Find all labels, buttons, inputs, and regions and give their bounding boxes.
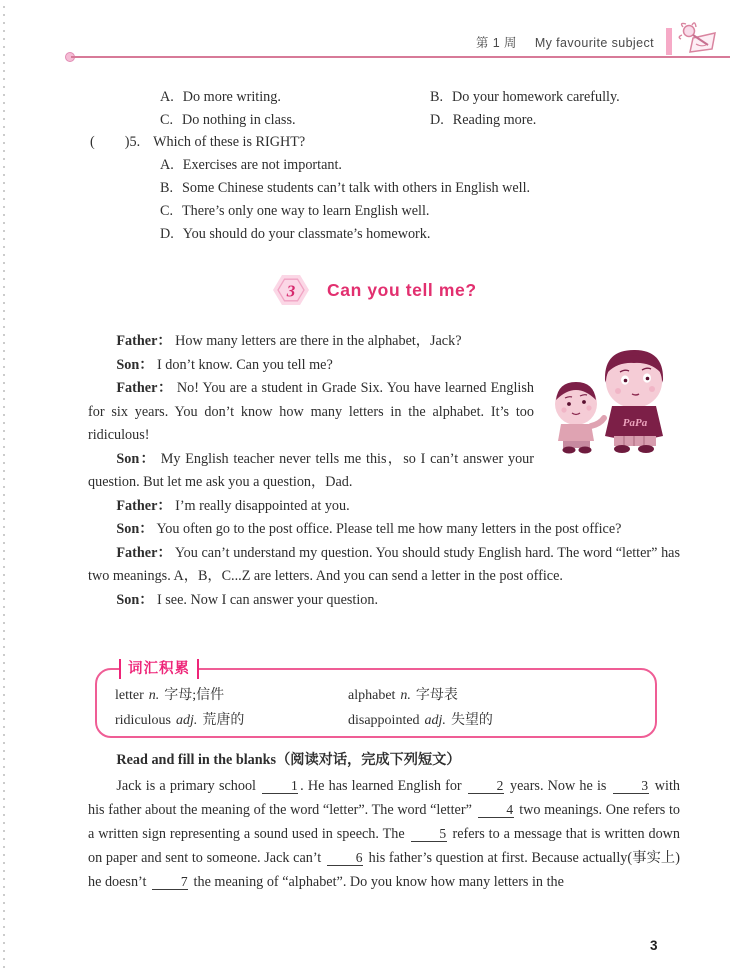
option-label: D. (160, 226, 174, 242)
father-son-illustration (546, 342, 680, 454)
cloze-text: two meanings. One refers to a written sign representing a sound used in speech. The (88, 802, 680, 842)
cloze-section (88, 748, 680, 894)
option (160, 154, 530, 177)
speaker-label: Father： (116, 544, 172, 561)
vocab-entry (115, 708, 348, 733)
cloze-blank: 4 (478, 802, 514, 818)
cloze-blank: 7 (152, 874, 188, 890)
option-text: Do your homework carefully. (452, 89, 620, 105)
question-number: 5. (129, 134, 141, 150)
option-text: Exercises are not important. (182, 157, 342, 173)
dialogue-paragraph (88, 589, 680, 613)
vocab-entry (348, 683, 655, 708)
vocab-meaning: 荒唐的 (202, 713, 245, 728)
question4-options (160, 86, 690, 132)
vocab-meaning: 字母;信件 (164, 688, 225, 703)
vocab-word: disappointed (348, 713, 420, 728)
section-number-badge (271, 272, 311, 308)
dialogue-paragraph (88, 495, 680, 519)
dialogue-block (88, 330, 680, 666)
vocab-entry (115, 683, 348, 708)
cloze-blank: 2 (468, 778, 504, 794)
vocab-pos: n. (400, 688, 411, 703)
dialogue-paragraph (88, 518, 680, 542)
cloze-text: his father’s question at first. Because actually(事实上) he doesn’t (88, 850, 680, 890)
header-rule (71, 56, 730, 58)
dialogue-text: No! You are a student in Grade Six. You have learned English for six years. You don’t know how many letters in the alphabet. It’s too ridiculous! (88, 380, 534, 443)
option-label: C. (160, 112, 174, 128)
vocab-entry (348, 708, 655, 733)
vocab-word: ridiculous (115, 713, 171, 728)
dialogue-text: I’m really disappointed at you. (171, 497, 350, 514)
cloze-text: refers to a message that is written down on paper and sent to someone. Jack can’t (88, 826, 680, 866)
cloze-blank: 6 (327, 850, 363, 866)
option (430, 86, 690, 109)
vocab-pos: adj. (176, 713, 198, 728)
dialogue-text: I don’t know. Can you tell me? (153, 356, 333, 373)
option-label: B. (430, 89, 444, 105)
cloze-heading (88, 748, 680, 772)
option (160, 177, 530, 200)
page-number: 3 (650, 938, 658, 953)
speaker-label: Son： (116, 591, 154, 608)
page-header (0, 33, 654, 51)
cloze-text: the meaning of “alphabet”. Do you know how many letters in the (190, 874, 564, 890)
header-accent-bar (666, 28, 672, 55)
cloze-passage (88, 774, 680, 894)
vocab-pos: adj. (424, 713, 446, 728)
option (160, 109, 430, 132)
vocab-word: alphabet (348, 688, 396, 703)
binding-edge-marks (3, 6, 5, 973)
option-label: D. (430, 112, 444, 128)
option-text: You should do your classmate’s homework. (182, 226, 431, 242)
dialogue-text: My English teacher never tells me this，so I can’t answer your question. But let me ask you a question，Dad. (88, 450, 534, 490)
cloze-heading-en: Read and fill in the blanks (116, 752, 277, 768)
cloze-text: years. Now he is (505, 778, 611, 794)
option-text: There’s only one way to learn English well. (182, 203, 430, 219)
vocab-meaning: 失望的 (450, 713, 493, 728)
speaker-label: Son： (116, 450, 156, 467)
option-text: Some Chinese students can’t talk with others in English well. (182, 180, 531, 196)
option (430, 109, 690, 132)
dialogue-paragraph (88, 542, 680, 589)
vocab-pos: n. (148, 688, 160, 703)
speaker-label: Son： (116, 356, 154, 373)
cloze-blank: 3 (613, 778, 649, 794)
dialogue-text: You can’t understand my question. You should study English hard. The word “letter” has two meanings. A，B，C...Z are letters. And you can send a letter in the post office. (88, 544, 680, 584)
shirt-label: PaPa (622, 417, 648, 429)
answer-paren-close: ) (124, 134, 130, 150)
option (160, 86, 430, 109)
answer-paren-open: ( (90, 134, 95, 150)
vocab-box-title: 词汇积累 (119, 659, 199, 679)
vocab-box (95, 661, 657, 738)
dialogue-text: You often go to the post office. Please tell me how many letters in the post office? (153, 521, 622, 537)
option-label: A. (160, 157, 174, 173)
vocab-entries (97, 670, 655, 733)
question-text: Which of these is RIGHT? (153, 134, 306, 150)
option-label: C. (160, 203, 174, 219)
section-heading (271, 272, 477, 308)
speaker-label: Father： (116, 380, 173, 396)
dialogue-text: How many letters are there in the alphabet，Jack? (171, 333, 462, 349)
cloze-heading-zh: （阅读对话，完成下列短文） (276, 752, 461, 768)
cloze-blank: 1 (262, 778, 298, 794)
week-label: 第 1 周 (475, 36, 517, 50)
question5-options (160, 154, 530, 246)
section-number: 3 (286, 281, 296, 301)
option-label: A. (160, 89, 174, 105)
speaker-label: Son： (116, 521, 154, 537)
option-text: Reading more. (452, 112, 537, 128)
option (160, 223, 530, 246)
unit-title: My favourite subject (534, 36, 654, 50)
speaker-label: Father： (116, 497, 172, 514)
cloze-text: with his father about the meaning of the word “letter”. The word “letter” (88, 778, 681, 818)
vocab-meaning: 字母表 (415, 688, 458, 703)
section-title: Can you tell me? (327, 279, 477, 300)
option-text: Do more writing. (182, 89, 281, 105)
option-label: B. (160, 180, 174, 196)
vocab-word: letter (115, 688, 144, 703)
cloze-text: . He has learned English for (300, 778, 466, 794)
option (160, 200, 530, 223)
dialogue-text: I see. Now I can answer your question. (153, 591, 379, 608)
cloze-text: Jack is a primary school (116, 778, 261, 794)
question-5 (90, 131, 305, 154)
cloze-blank: 5 (411, 826, 447, 842)
speaker-label: Father： (116, 333, 172, 349)
option-text: Do nothing in class. (182, 112, 296, 128)
dialogue-paragraph (88, 448, 680, 495)
